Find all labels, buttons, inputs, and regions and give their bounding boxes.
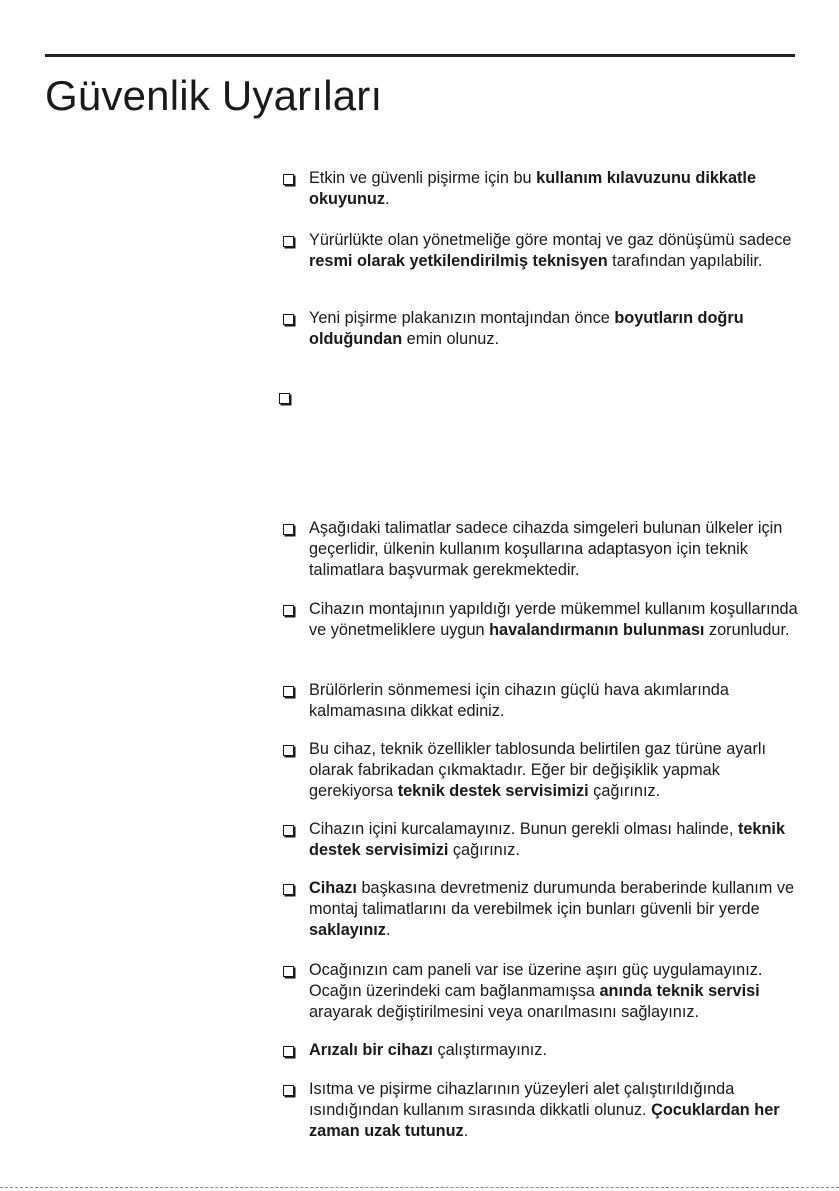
checkbox-bullet-icon [283, 236, 294, 247]
list-item-text: Cihazın montajının yapıldığı yerde mükemmel kullanım koşullarında ve yönetmeliklere uygun havalandırmanın bulunması zorunludur. [309, 600, 798, 639]
checkbox-bullet-icon [283, 966, 294, 977]
list-item-text: Brülörlerin sönmemesi için cihazın güçlü hava akımlarında kalmamasına dikkat ediniz. [309, 681, 729, 720]
checkbox-bullet-icon [283, 686, 294, 697]
list-item-text: Ocağınızın cam paneli var ise üzerine aşırı güç uygulamayınız. Ocağın üzerindeki cam bağlanmamışsa anında teknik servisi arayarak değiştirilmesini veya onarılmasını sağlayınız. [309, 961, 763, 1021]
list-item-text: Cihazın içini kurcalamayınız. Bunun gerekli olması halinde, teknik destek servisimizi çağırınız. [309, 820, 786, 859]
checkbox-bullet-icon [283, 1046, 294, 1057]
list-item-text: Aşağıdaki talimatlar sadece cihazda simgeleri bulunan ülkeler için geçerlidir, ülkenin kullanım koşullarına adaptasyon için teknik talimatlara başvurmak gerekmektedir. [309, 519, 783, 579]
page-title: Güvenlik Uyarıları [45, 72, 383, 119]
checkbox-bullet-icon [279, 393, 290, 404]
checkbox-bullet-icon [283, 174, 294, 185]
checkbox-bullet-icon [283, 884, 294, 895]
list-item-text: Bu cihaz, teknik özellikler tablosunda belirtilen gaz türüne ayarlı olarak fabrikadan çıkmaktadır. Eğer bir değişiklik yapmak gerekiyorsa teknik destek servisimizi çağırınız. [309, 740, 767, 800]
list-item-text: Etkin ve güvenli pişirme için bu kullanım kılavuzunu dikkatle okuyunuz. [309, 169, 757, 208]
list-item-text: Cihazı başkasına devretmeniz durumunda beraberinde kullanım ve montaj talimatlarını da verebilmek için bunları güvenli bir yerde saklayınız. [309, 879, 795, 939]
page-bottom-edge [0, 1187, 839, 1188]
list-item-text: Arızalı bir cihazı çalıştırmayınız. [309, 1041, 547, 1059]
top-rule [45, 54, 795, 57]
checkbox-bullet-icon [283, 825, 294, 836]
checkbox-bullet-icon [283, 524, 294, 535]
list-item-text: Yürürlükte olan yönetmeliğe göre montaj ve gaz dönüşümü sadece resmi olarak yetkilendirilmiş teknisyen tarafından yapılabilir. [309, 231, 792, 270]
checkbox-bullet-icon [283, 314, 294, 325]
list-item-text: Isıtma ve pişirme cihazlarının yüzeyleri alet çalıştırıldığında ısındığından kullanım sırasında dikkatli olunuz. Çocuklardan her zaman uzak tutunuz. [309, 1080, 780, 1140]
checkbox-bullet-icon [283, 1085, 294, 1096]
checkbox-bullet-icon [283, 745, 294, 756]
checkbox-bullet-icon [283, 605, 294, 616]
list-item-text: Yeni pişirme plakanızın montajından önce boyutların doğru olduğundan emin olunuz. [309, 309, 744, 348]
